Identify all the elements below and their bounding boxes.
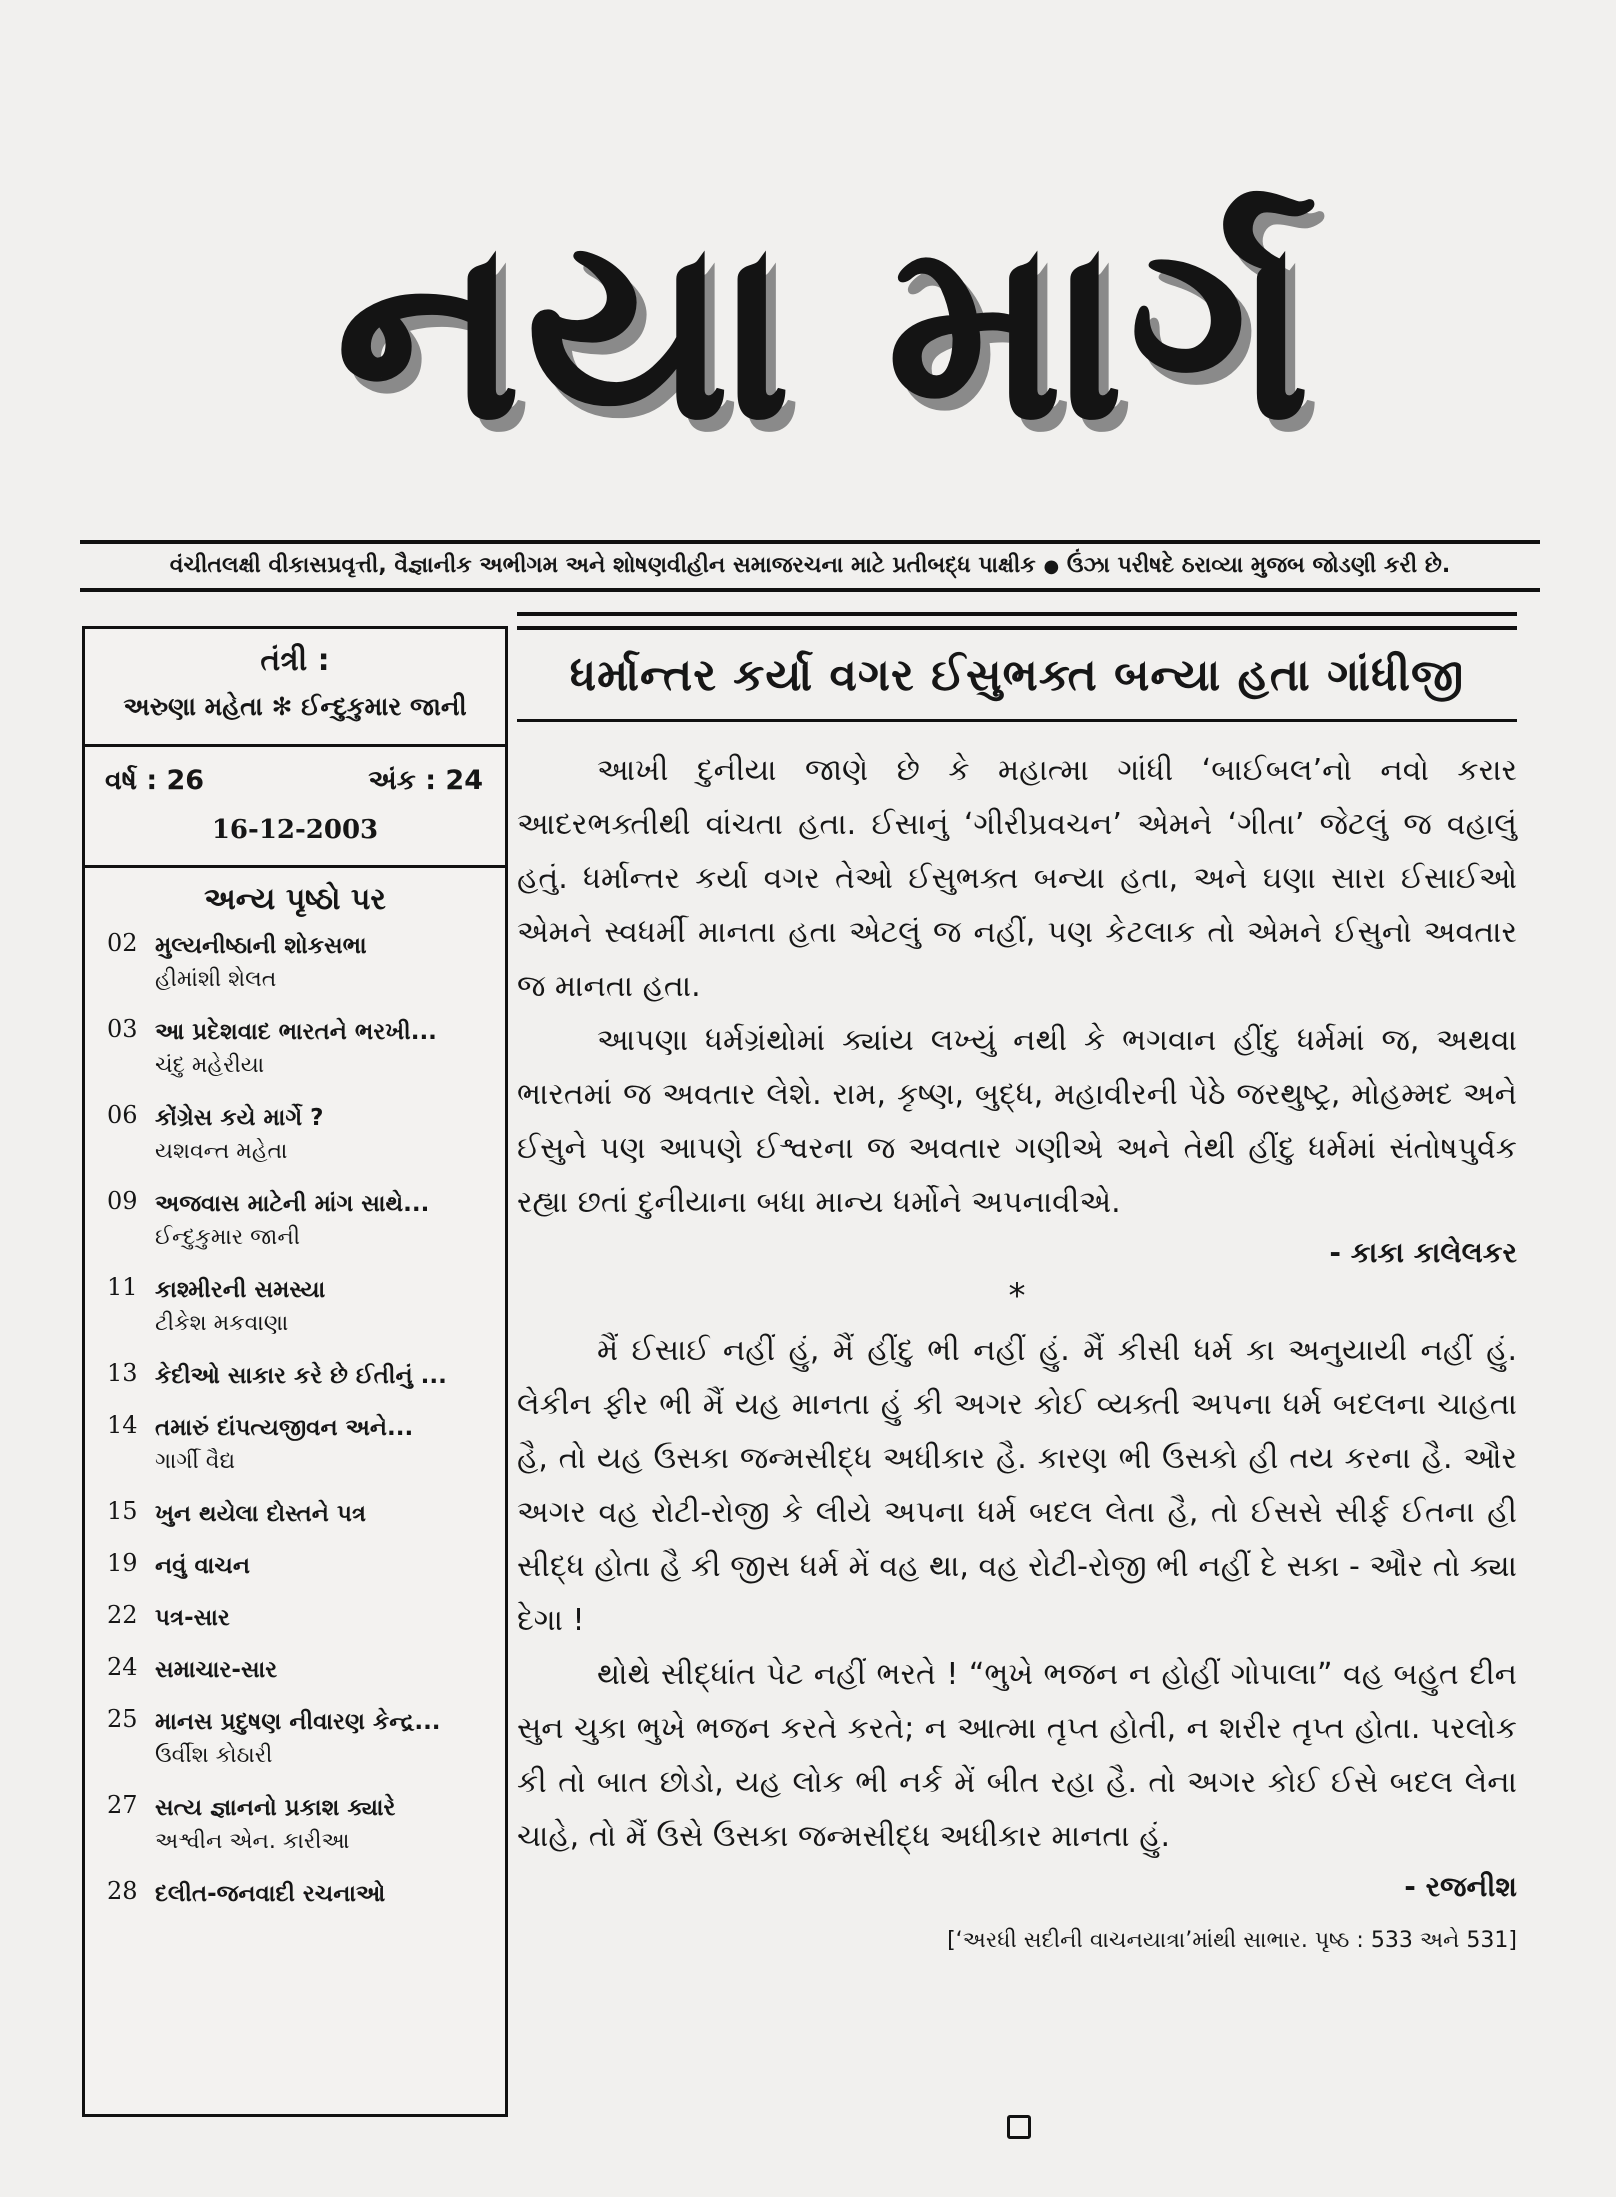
spelling-note: ઉંઝા પરીષદે ઠરાવ્યા મુજબ જોડણી કરી છે. <box>1066 553 1451 578</box>
item-title: આ પ્રદેશવાદ ભારતને ભરખી... <box>155 1019 437 1045</box>
contents-item[interactable] <box>107 1273 505 1341</box>
issue-info-box <box>85 747 505 868</box>
page-number: 13 <box>107 1359 138 1387</box>
article-paragraph: આપણા ધર્મગ્રંથોમાં ક્યાંય લખ્યું નથી કે ભગવાન હીંદુ ધર્મમાં જ, અથવા ભારતમાં જ અવતાર લેશે. રામ, કૃષ્ણ, બુદ્ધ, મહાવીરની પેઠે જરથુષ્ટ્ર, મોહમ્મદ અને ઈસુને પણ આપણે ઈશ્વરના જ અવતાર ગણીએ અને તેથી હીંદુ ધર્મમાં સંતોષપુર્વક રહ્યા છતાં દુનીયાના બધા માન્ય ધર્મોને અપનાવીએ. <box>517 1023 1517 1220</box>
page-number: 03 <box>107 1015 138 1043</box>
page-number: 14 <box>107 1411 138 1439</box>
item-title: તમારું દાંપત્યજીવન અને... <box>155 1415 414 1441</box>
author-signature: - રજનીશ <box>1404 1870 1517 1903</box>
page-number: 28 <box>107 1877 138 1905</box>
editor-box <box>85 629 505 747</box>
item-title: ખુન થયેલા દોસ્તને પત્ર <box>155 1501 367 1527</box>
editor-label: તંત્રી : <box>260 643 330 678</box>
contents-item[interactable] <box>107 1187 505 1255</box>
contents-item[interactable] <box>107 929 505 997</box>
item-title: પત્ર-સાર <box>155 1605 230 1631</box>
section-separator: * <box>1008 1276 1026 1316</box>
page-number: 22 <box>107 1601 138 1629</box>
contents-item[interactable] <box>107 1359 505 1393</box>
item-title: નવું વાચન <box>155 1553 250 1579</box>
item-author: ગાર્ગી વૈદ્ય <box>155 1449 236 1474</box>
item-author: ટીકેશ મકવાણા <box>155 1311 289 1336</box>
issue-date: 16-12-2003 <box>211 815 379 845</box>
article-headline: ધર્માન્તર કર્યા વગર ઈસુભક્ત બન્યા હતા ગાંધીજી <box>569 650 1465 701</box>
item-title: માનસ પ્રદુષણ નીવારણ કેન્દ્ર... <box>155 1709 441 1735</box>
contents-list <box>85 929 505 1911</box>
page-number: 09 <box>107 1187 138 1215</box>
page-number: 19 <box>107 1549 138 1577</box>
author-signature: - કાકા કાલેલકર <box>1329 1236 1517 1269</box>
end-square-icon <box>1007 2115 1031 2139</box>
item-title: અજવાસ માટેની માંગ સાથે... <box>155 1191 430 1217</box>
page-number: 24 <box>107 1653 138 1681</box>
contents-item[interactable] <box>107 1877 505 1911</box>
item-author: ઉર્વીશ કોઠારી <box>155 1743 273 1768</box>
masthead-title: નયા માર્ગ <box>335 184 1315 475</box>
main-article <box>517 612 1517 1953</box>
volume-year: વર્ષ : 26 <box>105 765 205 796</box>
contents-item[interactable] <box>107 1015 505 1083</box>
item-title: મુલ્યનીષ્ઠાની શોકસભા <box>155 933 367 959</box>
contents-item[interactable] <box>107 1411 505 1479</box>
page-number: 27 <box>107 1791 138 1819</box>
item-title: કેદીઓ સાકાર કરે છે ઈતીનું ... <box>155 1363 447 1389</box>
item-title: દલીત-જનવાદી રચનાઓ <box>155 1881 386 1907</box>
item-author: યશવન્ત મહેતા <box>155 1139 288 1164</box>
item-title: કોંગ્રેસ કયે માર્ગે ? <box>155 1105 324 1131</box>
item-title: કાશ્મીરની સમસ્યા <box>155 1277 326 1303</box>
contents-item[interactable] <box>107 1653 505 1687</box>
article-paragraph: આખી દુનીયા જાણે છે કે મહાત્મા ગાંધી ‘બાઈબલ’નો નવો કરાર આદરભક્તીથી વાંચતા હતા. ઈસાનું ‘ગીરીપ્રવચન’ એમને ‘ગીતા’ જેટલું જ વહાલું હતું. ધર્માન્તર કર્યા વગર તેઓ ઈસુભક્ત બન્યા હતા, અને ઘણા સારા ઈસાઈઓ એમને સ્વધર્મી માનતા હતા એટલું જ નહીં, પણ કેટલાક તો એમને ઈસુનો અવતાર જ માનતા હતા. <box>517 753 1517 1004</box>
tagline-strip <box>80 540 1540 592</box>
page-number: 15 <box>107 1497 138 1525</box>
page-number: 25 <box>107 1705 138 1733</box>
headline-rule-bottom <box>517 719 1517 722</box>
contents-item[interactable] <box>107 1497 505 1531</box>
contents-item[interactable] <box>107 1101 505 1169</box>
source-credit: [‘અરધી સદીની વાચનયાત્રા’માંથી સાભાર. પૃષ્ઠ : 533 અને 531] <box>947 1928 1517 1953</box>
item-author: ઈન્દુકુમાર જાની <box>155 1225 300 1250</box>
page-number: 02 <box>107 929 138 957</box>
item-author: ચંદુ મહેરીયા <box>155 1053 265 1078</box>
item-title: સમાચાર-સાર <box>155 1657 278 1683</box>
article-paragraph: મૈં ઈસાઈ નહીં હું, મૈં હીંદુ ભી નહીં હું. મૈં કીસી ધર્મ કા અનુયાયી નહીં હું. લેકીન ફીર ભી મૈં યહ માનતા હું કી અગર કોઈ વ્યક્તી અપના ધર્મ બદલના ચાહતા હૈ, તો યહ ઉસકા જન્મસીદ્ધ અધીકાર હૈ. કારણ ભી ઉસકો હી તય કરના હૈ. ઔર અગર વહ રોટી-રોજી કે લીયે અપના ધર્મ બદલ લેતા હૈ, તો ઈસસે સીર્ફ ઈતના હી સીદ્ધ હોતા હૈ કી જીસ ધર્મ મેં વહ થા, વહ રોટી-રોજી ભી નહીં દે સકા - ઔર તો ક્યા દેગા ! <box>517 1333 1517 1638</box>
sidebar-box <box>82 626 508 2117</box>
other-pages-heading: અન્ય પૃષ્ઠો પર <box>204 882 386 917</box>
tagline-text: વંચીતલક્ષી વીકાસપ્રવૃત્તી, વૈજ્ઞાનીક અભીગમ અને શોષણવીહીન સમાજરચના માટે પ્રતીબદ્ધ પાક્ષીક <box>169 553 1036 578</box>
page-number: 06 <box>107 1101 138 1129</box>
editor-names: અરુણા મહેતા ✻ ઈન્દુકુમાર જાની <box>123 692 467 721</box>
item-title: સત્ય જ્ઞાનનો પ્રકાશ ક્યારે <box>155 1795 396 1821</box>
headline-rule-top <box>517 612 1517 630</box>
page-number: 11 <box>107 1273 138 1301</box>
contents-item[interactable] <box>107 1791 505 1859</box>
item-author: અશ્વીન એન. કારીઆ <box>155 1829 350 1854</box>
issue-number: અંક : 24 <box>368 765 483 796</box>
contents-item[interactable] <box>107 1549 505 1583</box>
article-paragraph: થોથે સીદ્ધાંત પેટ નહીં ભરતે ! “ભુખે ભજન ન હોહીં ગોપાલા” વહ બહુત દીન સુન ચુકા ભુખે ભજન કરતે કરતે; ન આત્મા તૃપ્ત હોતી, ન શરીર તૃપ્ત હોતા. પરલોક કી તો બાત છોડો, યહ લોક ભી નર્ક મેં બીત રહા હૈ. તો અગર કોઈ ઈસે બદલ લેના ચાહે, તો મૈં ઉસે ઉસકા જન્મસીદ્ધ અધીકાર માનતા હું. <box>517 1657 1517 1854</box>
bullet-icon: ● <box>1043 556 1060 577</box>
contents-item[interactable] <box>107 1601 505 1635</box>
item-author: હીમાંશી શેલત <box>155 967 277 992</box>
contents-item[interactable] <box>107 1705 505 1773</box>
